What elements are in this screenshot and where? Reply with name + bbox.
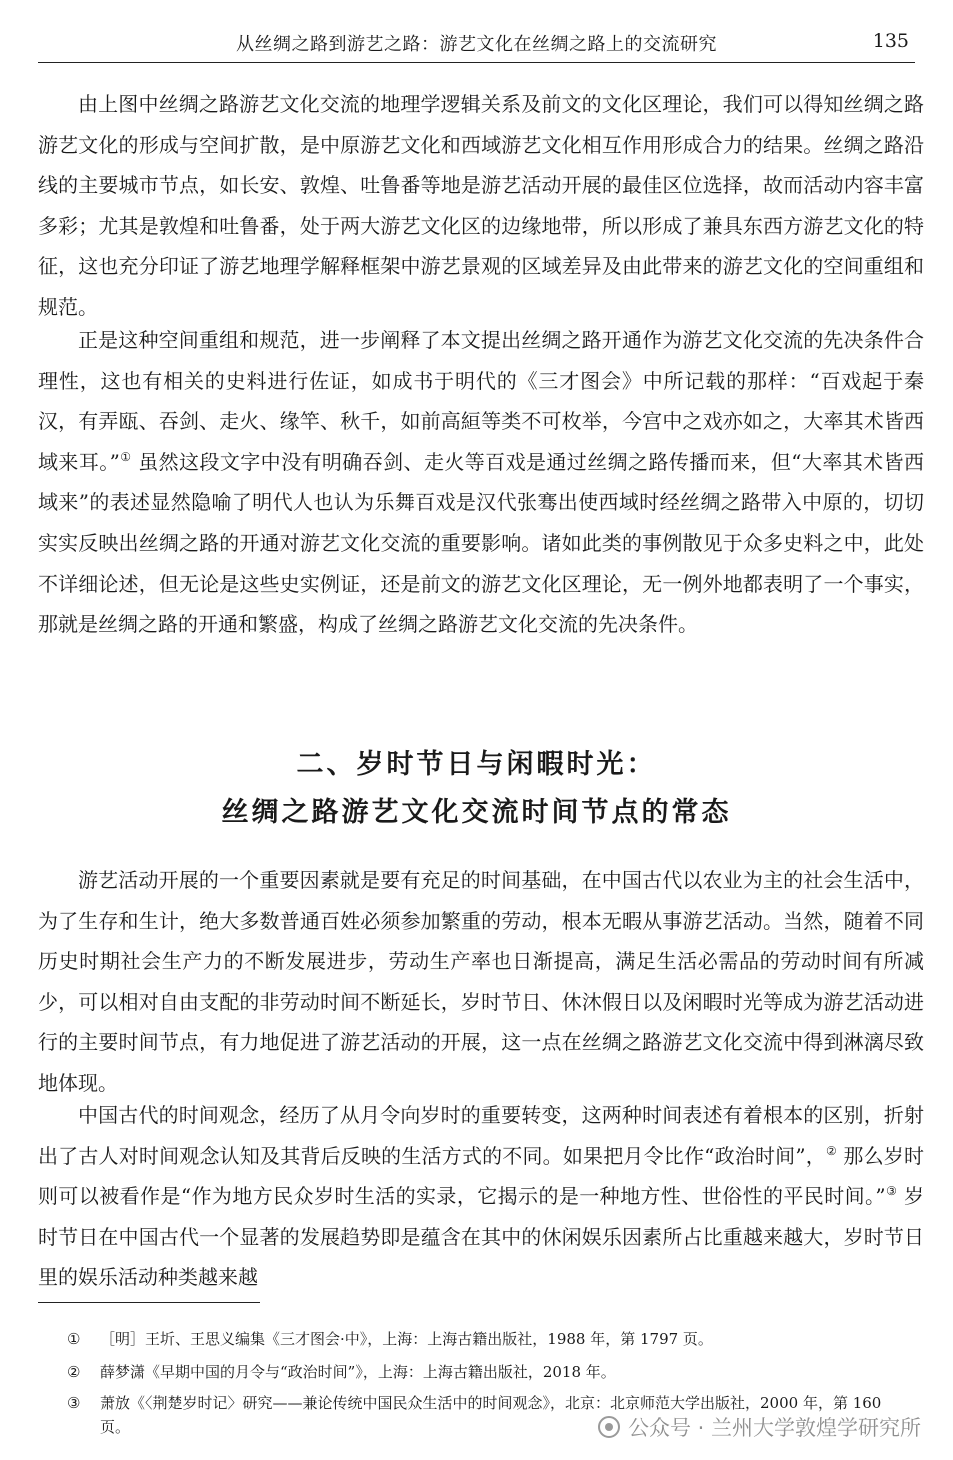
- footnote-2: [67, 1360, 915, 1384]
- section-heading-line-1: 二、岁时节日与闲暇时光：: [296, 749, 657, 780]
- paragraph-4-part-b: 那么岁时则可以被看作是“作为地方民众岁时生活的实录，它揭示的是一种地方性、世俗性的平民时间。”: [38, 1143, 924, 1209]
- running-title: 从丝绸之路到游艺之路：游艺文化在丝绸之路上的交流研究: [236, 34, 717, 55]
- paragraph-4: [38, 1095, 924, 1298]
- wechat-account-icon: [598, 1416, 620, 1438]
- section-heading-line-2: 丝绸之路游艺文化交流时间节点的常态: [221, 797, 732, 828]
- footnote-divider: [38, 1302, 260, 1303]
- footnote-2-text: 薛梦潇《早期中国的月令与“政治时间”》，上海：上海古籍出版社，2018 年。: [100, 1363, 616, 1381]
- paragraph-2: [38, 320, 924, 645]
- paragraph-3: 游艺活动开展的一个重要因素就是要有充足的时间基础，在中国古代以农业为主的社会生活中，为了生存和生计，绝大多数普通百姓必须参加繁重的劳动，根本无暇从事游艺活动。当然，随着不同历史时期社会生产力的不断发展进步，劳动生产率也日渐提高，满足生活必需品的劳动时间有所减少，可以相对自由支配的非劳动时间不断延长，岁时节日、休沐假日以及闲暇时光等成为游艺活动进行的主要时间节点，有力地促进了游艺活动的开展，这一点在丝绸之路游艺文化交流中得到淋漓尽致地体现。: [38, 868, 924, 1095]
- paragraph-2-part-b: 虽然这段文字中没有明确吞剑、走火等百戏是通过丝绸之路传播而来，但“大率其术皆西域来”的表述显然隐喻了明代人也认为乐舞百戏是汉代张骞出使西域时经丝绸之路带入中原的，切切实实反映出丝绸之路的开通对游艺文化交流的重要影响。诸如此类的事例散见于众多史料之中，此处不详细论述，但无论是这些史实例证，还是前文的游艺文化区理论，无一例外地都表明了一个事实，那就是丝绸之路的开通和繁盛，构成了丝绸之路游艺文化交流的先决条件。: [38, 449, 924, 637]
- footnote-3-text: 萧放《〈荆楚岁时记〉研究——兼论传统中国民众生活中的时间观念》，北京：北京师范大学出版社，2000 年，第 160 页。: [100, 1394, 882, 1436]
- paragraph-4-part-c: 岁时节日在中国古代一个显著的发展趋势即是蕴含在其中的休闲娱乐因素所占比重越来越大，岁时节日里的娱乐活动种类越来越: [38, 1184, 925, 1290]
- paragraph-1: 由上图中丝绸之路游艺文化交流的地理学逻辑关系及前文的文化区理论，我们可以得知丝绸之路游艺文化的形成与空间扩散，是中原游艺文化和西域游艺文化相互作用形成合力的结果。丝绸之路沿线的主要城市节点，如长安、敦煌、吐鲁番等地是游艺活动开展的最佳区位选择，故而活动内容丰富多彩；尤其是敦煌和吐鲁番，处于两大游艺文化区的边缘地带，所以形成了兼具东西方游艺文化的特征，这也充分印证了游艺地理学解释框架中游艺景观的区域差异及由此带来的游艺文化的空间重组和规范。: [38, 92, 924, 319]
- footnote-ref-2[interactable]: ②: [825, 1143, 837, 1158]
- wechat-watermark: [598, 1412, 921, 1442]
- footnote-3-mark: ③: [67, 1394, 81, 1412]
- watermark-text: 公众号 · 兰州大学敦煌学研究所: [627, 1416, 921, 1440]
- footnote-1-text: ［明］王圻、王思义编集《三才图会·中》，上海：上海古籍出版社，1988 年，第 1797 页。: [100, 1330, 713, 1348]
- footnote-ref-3[interactable]: ③: [885, 1184, 898, 1199]
- footnote-1: [67, 1327, 915, 1351]
- footnote-ref-1[interactable]: ①: [119, 449, 132, 464]
- footnote-1-mark: ①: [67, 1330, 81, 1348]
- footnote-2-mark: ②: [67, 1363, 81, 1381]
- paragraph-2-part-a: 正是这种空间重组和规范，进一步阐释了本文提出丝绸之路开通作为游艺文化交流的先决条件合理性，这也有相关的史料进行佐证，如成书于明代的《三才图会》中所记载的那样：“百戏起于秦汉，有弄瓯、吞剑、走火、缘竿、秋千，如前高絙等类不可枚举，今宫中之戏亦如之，大率其术皆西域来耳。”: [38, 328, 924, 474]
- running-header: [38, 28, 915, 63]
- page-number: 135: [872, 30, 909, 52]
- paragraph-4-part-a: 中国古代的时间观念，经历了从月令向岁时的重要转变，这两种时间表述有着根本的区别，折射出了古人对时间观念认知及其背后反映的生活方式的不同。如果把月令比作“政治时间”，: [38, 1103, 924, 1168]
